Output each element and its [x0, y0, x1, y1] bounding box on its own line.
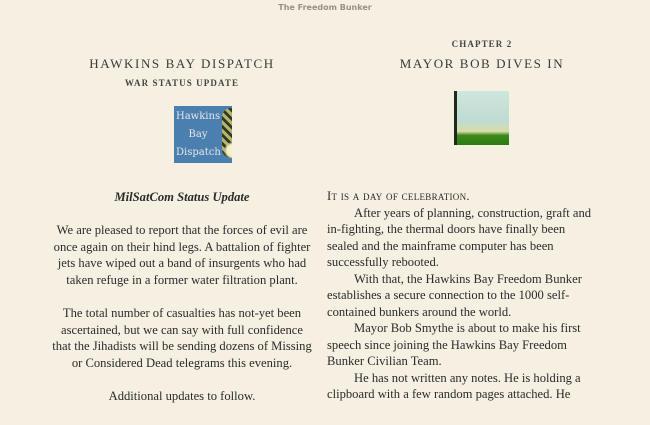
dispatch-subtitle: WAR STATUS UPDATE: [124, 78, 240, 88]
text-line: in-fighting, the thermal doors have finally been: [327, 222, 566, 236]
chapter-title: MAYOR BOB DIVES IN: [399, 56, 565, 71]
text-line: The total number of casualties has not-yet been: [62, 306, 302, 321]
text-line: taken refuge in a former water filtration plant.: [66, 272, 298, 287]
logo-line: Bay: [188, 129, 208, 140]
dispatch-title: HAWKINS BAY DISPATCH: [89, 56, 275, 71]
app-title: The Freedom Bunker: [278, 3, 372, 12]
paragraph: [327, 271, 617, 321]
dispatch-logo: [174, 106, 232, 163]
text-line: once again on their hind legs. A battalion of fighter: [53, 239, 311, 254]
text-line: Mayor Bob Smythe is about to make his first: [354, 321, 581, 335]
paragraph: [327, 320, 617, 370]
flower-graphic: [222, 108, 232, 158]
text-line: After years of planning, construction, graft and: [354, 205, 592, 220]
text-line: With that, the Hawkins Bay Freedom Bunker: [354, 271, 582, 286]
status-heading: MilSatCom Status Update: [114, 190, 250, 204]
text-line: contained bunkers around the world.: [327, 304, 512, 319]
text-line: establishes a secure connection to the 1000 self-: [327, 288, 570, 302]
logo-line: Dispatch: [176, 147, 221, 158]
paragraph: [327, 205, 617, 271]
text-line: that the Jihadists will be sending dozens of Missing: [52, 339, 312, 354]
text-line: jets have wiped out a band of insurgents who had: [57, 256, 307, 271]
opening-line: It is a day of celebration.: [327, 189, 470, 203]
text-line: Additional updates to follow.: [108, 389, 256, 404]
text-line: successfully rebooted.: [327, 255, 439, 269]
text-line: ascertained, but we can say with full confidence: [61, 322, 303, 337]
logo-line: Hawkins: [176, 111, 221, 122]
chapter-photo: [454, 91, 509, 145]
chapter-label: CHAPTER 2: [451, 39, 513, 49]
text-line: He has not written any notes. He is holding a: [354, 370, 581, 385]
text-line: speech since joining the Hawkins Bay Freedom: [327, 337, 567, 352]
paragraph: [52, 222, 312, 288]
paragraph: [327, 370, 617, 403]
dispatch-body: [52, 189, 312, 421]
paragraph: [52, 305, 312, 371]
text-line: or Considered Dead telegrams this evening.: [71, 355, 293, 370]
text-line: clipboard with a few random pages attached. He: [327, 387, 571, 401]
chapter-body: [327, 188, 617, 403]
text-line: sealed and the mainframe computer has been: [327, 238, 554, 253]
text-line: We are pleased to report that the forces of evil are: [56, 223, 308, 238]
text-line: Bunker Civilian Team.: [327, 354, 442, 368]
paragraph: [52, 388, 312, 405]
